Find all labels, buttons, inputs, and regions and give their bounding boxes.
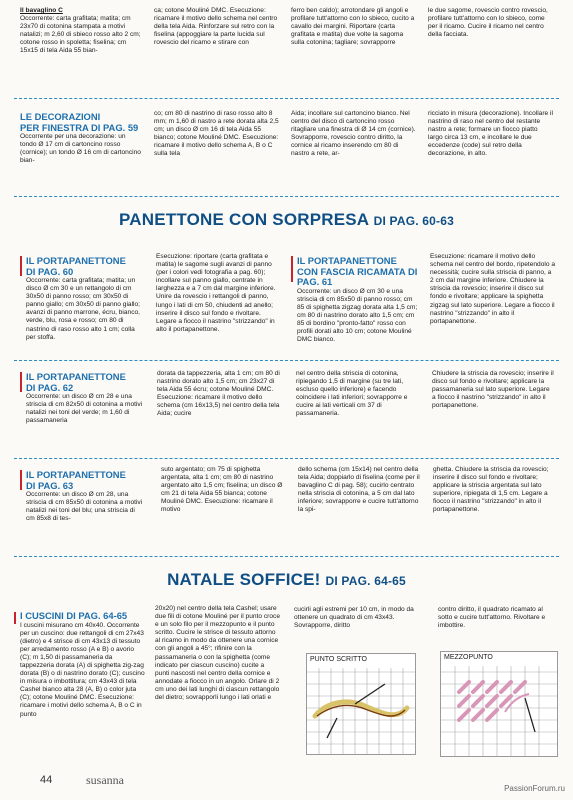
section-marker [20, 470, 22, 490]
divider [14, 98, 559, 99]
bavaglino-col-4 [428, 7, 553, 85]
mezzopunto-label: MEZZOPUNTO [444, 654, 493, 661]
p61-text-2: Esecuzione: ricamare il motivo dello schema nel centro del bordo, ripetendolo a necessità; cucire sulla striscia di panno, a 2 cm dal margine inferiore. Chiudere la striscia da rovescio; inserire il disco sul fondo e rivoltare; applicare la spighetta zigzag sul lato superiore. Legare a fiocco il nastrino "strizzando" in alto il portapanettone. [430, 253, 555, 325]
magazine-brand: susanna [86, 773, 124, 787]
divider [14, 360, 559, 361]
section-marker [291, 256, 293, 282]
decorazioni-text-4: ricciato in misura (decorazione). Incollare il nastrino di raso nel centro del restante nastro a rete; formare un fiocco piatto largo circa 13 cm, e incollare le due eccedenze (code) sul retro della decorazione, in alto. [428, 110, 553, 158]
cuscini-text-4: contro diritto, il quadrato ricamato al sotto e cucire tutt'attorno. Rivoltare e imbottire. [438, 606, 546, 630]
p60-text-2: Esecuzione: riportare (carta grafitata e matita) le sagome sugli avanzi di panno (per i colori vedi fotografia a pag. 60); incollare sul panno giallo, centrate in larghezza e a 7 cm dal margine inferiore. Unire da rovescio i rettangoli di panno, lungo i lati di cm 50, chiudenti ad anello; inserire il disco sul fondo e rivoltare. Legare a fiocco il nastrino "strizzando" in alto il portapanettone. [156, 253, 276, 333]
p60-col-2 [156, 253, 282, 353]
p61-col-4 [430, 253, 555, 353]
p63-col-4 [433, 466, 556, 550]
divider [14, 556, 559, 557]
punto-scritto-diagram [306, 653, 416, 755]
cuscini-text-3: cucirli agli estremi per 10 cm, in modo da ottenere un quadrato di cm 43x43. Sovrapporre, diritto [294, 606, 414, 630]
cuscini-text-2: 20x20) nel centro della tela Cashel; usare due fili di cotone Mouliné per il punto croce e un solo filo per il mezzopunto e il punto scritto. Cucire le strisce di tessuto attorno al ricamo in modo da ottenere una cornice con gli angoli a 45°; rifinire con la passamaneria o con la spighetta (come indicato per ciascun cuscino) cucite a punti nascosti nel centro della cornice e annodate a fiocco in un angolo. Orlare di 2 cm uno dei lati lunghi di ciascun rettangolo del dietro; sovrapporli lungo i lati orlati e [155, 605, 280, 702]
p62-text-4: Chiudere la striscia da rovescio; inserire il disco sul fondo e rivoltare; applicare la passamaneria sul lato superiore. Legare a fiocco il nastrino "strizzando" in alto il portapanettone. [432, 370, 554, 410]
p62-text-3: nel centro della striscia di cotonina, ripiegando 1,5 di margine (su tre lati, escluso quello inferiore) e facendo coincidere i lati inferiori; sovrapporre e cucire ai lati verticali cm 37 di passamaneria. [296, 370, 408, 418]
cuscini-title: I CUSCINI DI PAG. 64-65 [20, 611, 128, 621]
p62-title: IL PORTAPANETTONE DI PAG. 62 [26, 372, 126, 393]
natale-heading: NATALE SOFFICE! DI PAG. 64-65 [167, 570, 406, 589]
section-marker [14, 612, 16, 624]
cuscini-col-3 [294, 606, 424, 646]
section-marker [20, 372, 22, 392]
p62-col-4 [432, 370, 555, 452]
cuscini-col-2 [155, 605, 280, 775]
mezzopunto-stitch-grid [441, 652, 557, 756]
decorazioni-col-3 [291, 110, 416, 190]
page-number: 44 [40, 774, 53, 786]
p62-col-1 [26, 372, 144, 452]
decorazioni-title: LE DECORAZIONI PER FINESTRA DI PAG. 59 [20, 112, 139, 133]
panettone-heading: PANETTONE CON SORPRESA DI PAG. 60-63 [118, 210, 455, 229]
cuscini-text-1: I cuscini misurano cm 40x40. Occorrente per un cuscino: due rettangoli di cm 27x43 (dietro) e 4 strisce di cm 43x13 di tessuto per arredamento rosso (A e B) o avorio (C); m 1,50 di passamaneria da tappezzeria dorata (A) di spighetta zig-zag dorata (B) o di nastrino dorato (C); cuscino in misura o imbottitura; cm 43x43 di tela Cashel bianco alta 28 (A, B) o color juta (C); cotone Mouliné DMC. Esecuzione: ricamare i motivi dello schema A, B o C in punto [20, 621, 145, 718]
p63-col-1 [26, 470, 144, 552]
p60-title: IL PORTAPANETTONE DI PAG. 60 [26, 256, 126, 277]
bavaglino-text-1: Occorrente: carta grafitata; matita; cm 23x70 di cotonina stampata a motivi natalizi; m 2,60 di sbieco rosso alto 2 cm; cotone rosso in spoletta; fiselina; cm 15x15 di tela Aida 55 bian- [20, 15, 141, 55]
cuscini-col-1 [20, 611, 145, 775]
p61-text: Occorrente: un disco Ø cm 30 e una striscia di cm 85x50 di panno rosso; cm 85 di spighetta zigzag dorata alta 1,5 cm; cm 80 di nastrino dorato alto 1,5 cm; cm 85 di bordino "pronto-fatto" rosso con profili dorati alto 10 cm; cotone Mouliné DMC bianco. [297, 287, 418, 344]
p63-text-3: dello schema (cm 15x14) nel centro della tela Aida; doppiarlo di fiselina (come per il bavaglino C di pag. 58); cucirlo centrato nella striscia di cotonina, a 5 cm dal lato inferiore; sovrapporre e cucire tutt'attorno la spi- [298, 466, 420, 514]
p62-text-2: dorata da tappezzeria, alta 1 cm; cm 80 di nastrino dorato alto 1,5 cm; cm 23x27 di tela Aida 55 écru; cotone Mouliné DMC. Esecuzione: ricamare il motivo dello schema (cm 16x13,5) nel centro della tela Aida; cucire [157, 370, 280, 418]
p62-text: Occorrente: un disco Ø cm 28 e una striscia di cm 82x50 di cotonina a motivi natalizi nei toni del verde; m 1,60 di passamaneria [26, 393, 143, 425]
decorazioni-text-2: co; cm 80 di nastrino di raso rosso alto 8 mm; m 1,60 di nastro a rete dorata alta 2,5 cm; un disco Ø cm 16 di tela Aida 55 bianco; cotone Mouliné DMC. Esecuzione: ricamare il motivo dello schema A, B o C sulla tela [154, 110, 279, 158]
divider [14, 196, 559, 197]
mezzopunto-diagram [440, 651, 558, 757]
cuscini-col-4 [438, 606, 556, 642]
p63-title: IL PORTAPANETTONE DI PAG. 63 [26, 470, 126, 491]
p63-text: Occorrente: un disco Ø cm 28, una striscia di cm 85x50 di cotonina a motivi natalizi nei toni del blu; una striscia di cm 85x8 di tes- [26, 491, 143, 523]
decorazioni-col-4 [428, 110, 553, 190]
p62-col-3 [296, 370, 420, 452]
p61-title: IL PORTAPANETTONE CON FASCIA RICAMATA DI PAG. 61 [297, 256, 418, 287]
decorazioni-text-3: Aida; incollare sul cartoncino bianco. Nel centro del disco di cartoncino rosso ritagliare una finestra di Ø 14 cm (cornice). Sovrapporre, rovescio contro diritto, la cornice al ricamo inserendo cm 80 di nastro a rete, ar- [291, 110, 416, 158]
p62-col-2 [157, 370, 283, 452]
bavaglino-col-2 [154, 7, 279, 85]
section-marker [20, 256, 22, 276]
bavaglino-text-4: le due sagome, rovescio contro rovescio, profilare tutt'attorno con lo sbieco, come per il ricamo. Cucire il ricamo nel centro della facciata. [428, 7, 548, 39]
p60-text: Occorrente: carta grafitata; matita; un disco Ø cm 30 e un rettangolo di cm 30x50 di panno rosso; cm 30x50 di panno giallo; cm 30x50 di panno giallo; avanzi di panno marrone, écru, bianco, verde, blu, rosa e rosso; cm 80 di nastrino di raso rosso alto 1 cm; colla per stoffa. [26, 277, 141, 341]
p63-col-3 [298, 466, 422, 550]
watermark: PassionForum.ru [504, 784, 565, 793]
p63-text-2: suto argentato; cm 75 di spighetta argentata, alta 1 cm; cm 80 di nastrino argentato alto 1,5 cm; fiselina; un disco Ø cm 21 di tela Aida 55 bianca; cotone Mouliné DMC. Esecuzione: ricamare il motivo [161, 466, 283, 514]
bavaglino-text-3: ferro ben caldo); arrotondare gli angoli e profilare tutt'attorno con lo sbieco, cucito a cavallo dei margini. Riportare (carta grafitata e matita) due volte la sagoma sulla cotonina; tagliare; sovrapporre [291, 7, 415, 47]
p63-text-4: ghetta. Chiudere la striscia da rovescio; inserire il disco sul fondo e rivoltare; applicare la striscia argentata sul lato superiore, ripiegata di 1,5 cm. Legare a fiocco il nastrino "strizzando" in alto il portapanettone. [433, 466, 549, 514]
bavaglino-text-2: ca; cotone Mouliné DMC. Esecuzione: ricamare il motivo dello schema nel centro della tela Aida. Rinforzare sul retro con la fiselina (appoggiare la parte lucida sul rovescio del ricamo e stirare con [154, 7, 278, 47]
punto-scritto-label: PUNTO SCRITTO [310, 656, 367, 663]
punto-scritto-stitch-grid [307, 654, 415, 754]
p63-col-2 [161, 466, 285, 550]
divider [14, 458, 559, 459]
p60-col-1 [26, 256, 144, 352]
p61-col-3 [297, 256, 419, 354]
bavaglino-col-1 [20, 7, 143, 85]
decorazioni-text-1: Occorrente per una decorazione: un tondo Ø 17 cm di cartoncino rosso (cornice); un tondo Ø 16 cm di cartoncino bian- [20, 133, 141, 165]
bavaglino-title: Il bavaglino C [20, 7, 63, 14]
bavaglino-col-3 [291, 7, 416, 85]
decorazioni-col-2 [154, 110, 279, 190]
decorazioni-col-1 [20, 112, 143, 190]
